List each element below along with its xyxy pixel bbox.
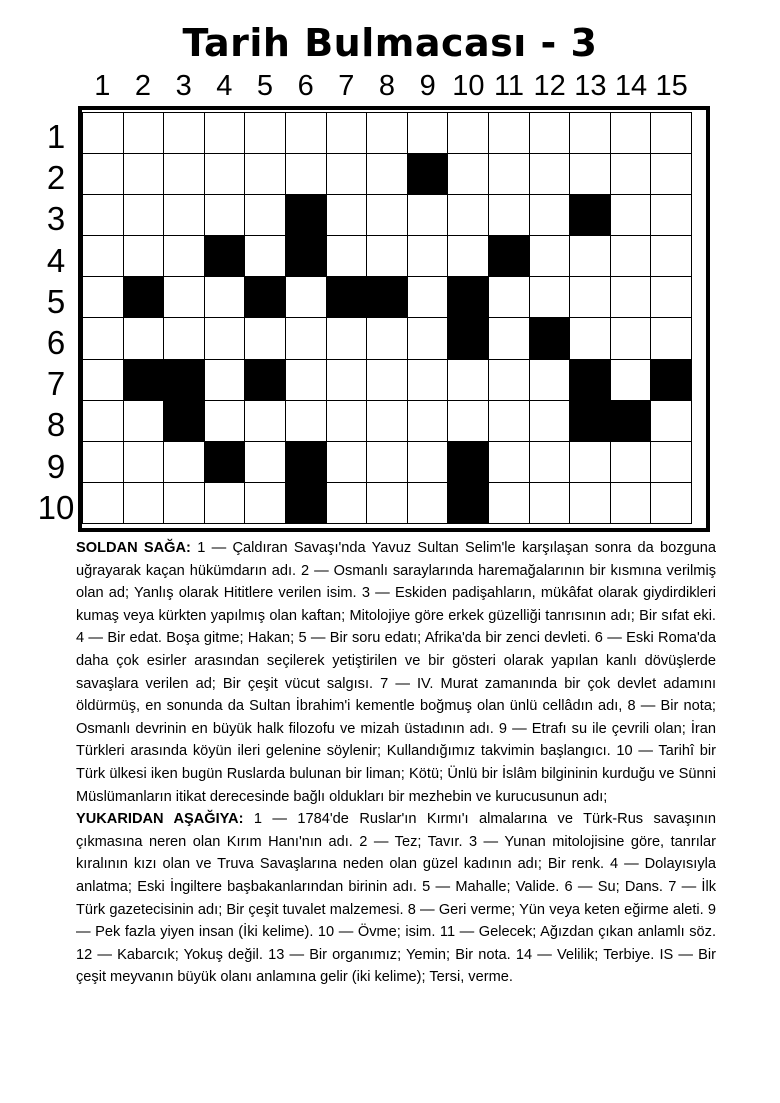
crossword-cell[interactable]	[570, 442, 611, 483]
column-number: 13	[574, 70, 607, 102]
clues-section	[76, 537, 716, 989]
column-number: 6	[297, 70, 314, 102]
row-numbers	[34, 117, 78, 525]
across-text: 1 — Çaldıran Savaşı'nda Yavuz Sultan Selim'le karşılaşan sonra da bozguna uğrayarak kaçan hükümdarın adı. 2 — Osmanlı saraylarında haremağalarının bir kısmına verilmiş olan ad; Yanlış olarak Hititlere verilen isim. 3 — Eskiden padişahların, mükâfat olarak giydirdikleri kumaş veya kürkten yapılmış olan kaftan; Mitolojiye göre erkek güzelliği tanrısının adı; Bir sıfat eki. 4 — Bir edat. Boşa gitme; Hakan; 5 — Bir soru edatı; Afrika'da bir zenci devleti. 6 — Eski Roma'da daha çok esirler arasından seçilerek yetiştirilen ve bir gösteri olarak yapılan kanlı dövüşlerde savaşlara verilen ad; Bir çeşit vücut salgısı. 7 — IV. Murat zamanında bir çok devlet adamını öldürmüş, en sonunda da Sultan İbrahim'i kementle boğmuş olan ünlü cellâdın adı, 8 — Bir nota; Osmanlı devrinin en büyük halk filozofu ve mizah üstadının adı. 9 — Etrafı su ile çevrili olan; İran Türkleri arasında köyün ileri gelenine söylenir; Kullandığımız takvimin başlangıcı. 10 — Tarihî bir Türk ülkesi iken bugün Ruslarda bulunan bir liman; Kötü; Ünlü bir İslâm bilgininin kurduğu ve Sünni Müslümanların itikat derecesinde bağlı oldukları bir mezhebin ve kurucusunun adı;	[76, 540, 716, 805]
crossword-cell[interactable]	[530, 401, 571, 442]
crossword-cell[interactable]	[530, 483, 571, 524]
row-number: 6	[46, 324, 66, 361]
crossword-cell[interactable]	[83, 401, 124, 442]
crossword-cell[interactable]	[83, 113, 124, 154]
crossword-cell[interactable]	[205, 360, 246, 401]
black-cell	[611, 401, 652, 442]
crossword-cell[interactable]	[530, 154, 571, 195]
crossword-cell[interactable]	[408, 277, 449, 318]
black-cell	[327, 277, 368, 318]
crossword-cell[interactable]	[164, 154, 205, 195]
black-cell	[245, 277, 286, 318]
crossword-cell[interactable]	[570, 236, 611, 277]
crossword-cell[interactable]	[164, 277, 205, 318]
crossword-cell[interactable]	[367, 442, 408, 483]
crossword-cell[interactable]	[205, 483, 246, 524]
crossword-cell[interactable]	[83, 154, 124, 195]
crossword-cell[interactable]	[164, 195, 205, 236]
crossword-cell[interactable]	[408, 318, 449, 359]
column-number: 5	[256, 70, 274, 102]
crossword-cell[interactable]	[489, 401, 530, 442]
crossword-cell[interactable]	[448, 236, 489, 277]
crossword-cell[interactable]	[245, 154, 286, 195]
crossword-cell[interactable]	[651, 195, 692, 236]
column-number: 10	[452, 70, 485, 102]
black-cell	[570, 360, 611, 401]
crossword-cell[interactable]	[245, 195, 286, 236]
black-cell	[448, 277, 489, 318]
row-number: 2	[46, 159, 66, 197]
black-cell	[245, 360, 286, 401]
crossword-cell[interactable]	[164, 483, 205, 524]
row-number: 3	[46, 200, 66, 238]
black-cell	[205, 442, 246, 483]
crossword-cell[interactable]	[651, 277, 692, 318]
crossword-cell[interactable]	[367, 154, 408, 195]
column-number: 1	[94, 70, 111, 102]
column-number: 8	[378, 70, 396, 102]
black-cell	[651, 360, 692, 401]
crossword-cell[interactable]	[164, 318, 205, 359]
crossword-cell[interactable]	[651, 483, 692, 524]
crossword-cell[interactable]	[286, 360, 327, 401]
crossword-cell[interactable]	[570, 277, 611, 318]
column-number: 3	[175, 70, 192, 102]
crossword-cell[interactable]	[570, 318, 611, 359]
black-cell	[408, 154, 449, 195]
black-cell	[570, 195, 611, 236]
crossword-cell[interactable]	[286, 318, 327, 359]
crossword-cell[interactable]	[651, 154, 692, 195]
crossword-cell[interactable]	[245, 401, 286, 442]
crossword-cell[interactable]	[530, 113, 571, 154]
crossword-cell[interactable]	[83, 195, 124, 236]
crossword-cell[interactable]	[651, 442, 692, 483]
across-clues	[76, 537, 716, 808]
crossword-cell[interactable]	[530, 360, 571, 401]
black-cell	[286, 236, 327, 277]
column-number: 14	[614, 70, 648, 102]
crossword-cell[interactable]	[205, 113, 246, 154]
crossword-cell[interactable]	[367, 236, 408, 277]
crossword-cell[interactable]	[367, 113, 408, 154]
crossword-cell[interactable]	[489, 277, 530, 318]
column-numbers	[78, 66, 710, 106]
crossword-cell[interactable]	[611, 154, 652, 195]
crossword-cell[interactable]	[448, 195, 489, 236]
crossword-cell[interactable]	[651, 401, 692, 442]
column-number: 4	[216, 70, 233, 102]
crossword-cell[interactable]	[327, 154, 368, 195]
crossword-cell[interactable]	[570, 113, 611, 154]
crossword-cell[interactable]	[83, 360, 124, 401]
crossword-cell[interactable]	[245, 113, 286, 154]
black-cell	[164, 360, 205, 401]
crossword-cell[interactable]	[408, 360, 449, 401]
crossword-cell[interactable]	[367, 360, 408, 401]
black-cell	[489, 236, 530, 277]
crossword-cell[interactable]	[124, 401, 165, 442]
crossword-cell[interactable]	[651, 318, 692, 359]
crossword-cell[interactable]	[611, 113, 652, 154]
crossword-cell[interactable]	[83, 318, 124, 359]
crossword-cell[interactable]	[327, 360, 368, 401]
crossword-cell[interactable]	[205, 401, 246, 442]
crossword-cell[interactable]	[570, 154, 611, 195]
crossword-cell[interactable]	[611, 483, 652, 524]
column-number: 12	[533, 70, 566, 102]
crossword-cell[interactable]	[408, 442, 449, 483]
crossword-cell[interactable]	[367, 195, 408, 236]
crossword-cell[interactable]	[408, 113, 449, 154]
down-clues	[76, 808, 716, 989]
crossword-cell[interactable]	[367, 483, 408, 524]
crossword-cell[interactable]	[83, 442, 124, 483]
row-number: 5	[46, 282, 66, 320]
crossword-cell[interactable]	[611, 277, 652, 318]
crossword-cell[interactable]	[286, 154, 327, 195]
black-cell	[448, 483, 489, 524]
crossword-cell[interactable]	[570, 483, 611, 524]
row-number: 1	[46, 118, 66, 155]
crossword-cell[interactable]	[164, 113, 205, 154]
crossword-cell[interactable]	[448, 154, 489, 195]
crossword-cell[interactable]	[448, 113, 489, 154]
crossword-cell[interactable]	[124, 195, 165, 236]
black-cell	[448, 318, 489, 359]
crossword-cell[interactable]	[651, 236, 692, 277]
crossword-cell[interactable]	[611, 318, 652, 359]
black-cell	[286, 483, 327, 524]
crossword-cell[interactable]	[327, 483, 368, 524]
black-cell	[286, 195, 327, 236]
column-number: 2	[134, 70, 152, 102]
crossword-cell[interactable]	[489, 154, 530, 195]
crossword-cell[interactable]	[245, 236, 286, 277]
crossword-cell[interactable]	[164, 236, 205, 277]
crossword-cell[interactable]	[489, 360, 530, 401]
page-title: Tarih Bulmacası - 3	[182, 21, 598, 65]
crossword-cell[interactable]	[408, 401, 449, 442]
black-cell	[124, 277, 165, 318]
crossword-cell[interactable]	[530, 277, 571, 318]
crossword-cell[interactable]	[205, 154, 246, 195]
crossword-cell[interactable]	[408, 195, 449, 236]
row-number: 10	[37, 488, 75, 526]
crossword-cell[interactable]	[489, 318, 530, 359]
crossword-cell[interactable]	[408, 483, 449, 524]
crossword-cell[interactable]	[164, 442, 205, 483]
down-heading: YUKARIDAN AŞAĞIYA:	[76, 811, 244, 828]
crossword-cell[interactable]	[245, 483, 286, 524]
column-number: 9	[419, 70, 436, 102]
crossword-cell[interactable]	[327, 442, 368, 483]
down-text: 1 — 1784'de Ruslar'ın Kırmı'ı almalarına ve Türk-Rus savaşının çıkmasına neren olan Kırım Hanı'nın adı. 2 — Tez; Tavır. 3 — Yunan mitolojisine göre, tanrılar kıralının kızı olan ve Truva Savaşlarına neden olan güzel kadının adı; Bir renk. 4 — Dolayısıyla anlatma; Eski İngiltere başbakanlarından birinin adı. 5 — Mahalle; Valide. 6 — Su; Dans. 7 — İlk Türk gazetecisinin adı; Bir çeşit tuvalet malzemesi. 8 — Geri verme; Yün veya keten eğirme aleti. 9 — Pek fazla yiyen insan (İki kelime). 10 — Övme; isim. 11 — Gelecek; Ağızdan çıkan anlamlı söz. 12 — Kabarcık; Yokuş değil. 13 — Bir organımız; Yemin; Bir nota. 14 — Velilik; Terbiye. IS — Bir çeşit meyvanın büyük olanı anlamına gelir (iki kelime); Tersi, verme.	[76, 811, 716, 986]
crossword-cell[interactable]	[286, 401, 327, 442]
crossword-cell[interactable]	[124, 113, 165, 154]
crossword-cell[interactable]	[489, 442, 530, 483]
crossword-cell[interactable]	[124, 318, 165, 359]
row-number: 7	[46, 365, 66, 403]
crossword-cell[interactable]	[83, 483, 124, 524]
crossword-cell[interactable]	[286, 277, 327, 318]
row-number: 9	[46, 447, 66, 485]
crossword-cell[interactable]	[530, 236, 571, 277]
crossword-cell[interactable]	[611, 236, 652, 277]
column-number: 15	[655, 70, 688, 102]
black-cell	[570, 401, 611, 442]
row-number: 8	[46, 406, 66, 444]
crossword-cell[interactable]	[530, 195, 571, 236]
black-cell	[164, 401, 205, 442]
crossword-cell[interactable]	[327, 113, 368, 154]
crossword-cell[interactable]	[611, 195, 652, 236]
black-cell	[367, 277, 408, 318]
crossword-cell[interactable]	[448, 401, 489, 442]
row-number: 4	[46, 241, 66, 279]
black-cell	[205, 236, 246, 277]
crossword-cell[interactable]	[530, 442, 571, 483]
crossword-cell[interactable]	[611, 442, 652, 483]
crossword-cell[interactable]	[83, 236, 124, 277]
crossword-cell[interactable]	[327, 195, 368, 236]
crossword-cell[interactable]	[327, 236, 368, 277]
crossword-cell[interactable]	[327, 318, 368, 359]
crossword-cell[interactable]	[367, 401, 408, 442]
crossword-cell[interactable]	[408, 236, 449, 277]
crossword-cell[interactable]	[124, 236, 165, 277]
crossword-cell[interactable]	[124, 154, 165, 195]
crossword-cell[interactable]	[205, 318, 246, 359]
black-cell	[124, 360, 165, 401]
crossword-cell[interactable]	[489, 113, 530, 154]
crossword-cell[interactable]	[367, 318, 408, 359]
crossword-cell[interactable]	[611, 360, 652, 401]
black-cell	[530, 318, 571, 359]
crossword-cell[interactable]	[245, 442, 286, 483]
crossword-cell[interactable]	[124, 483, 165, 524]
crossword-cell[interactable]	[286, 113, 327, 154]
crossword-cell[interactable]	[124, 442, 165, 483]
crossword-cell[interactable]	[489, 483, 530, 524]
across-heading: SOLDAN SAĞA:	[76, 540, 191, 556]
column-number: 7	[338, 70, 355, 102]
black-cell	[286, 442, 327, 483]
crossword-cell[interactable]	[489, 195, 530, 236]
crossword-cell[interactable]	[327, 401, 368, 442]
black-cell	[448, 442, 489, 483]
crossword-grid	[82, 112, 692, 524]
column-number: 11	[493, 70, 525, 102]
crossword-cell[interactable]	[205, 277, 246, 318]
crossword-cell[interactable]	[651, 113, 692, 154]
crossword-cell[interactable]	[83, 277, 124, 318]
crossword-cell[interactable]	[245, 318, 286, 359]
crossword-cell[interactable]	[448, 360, 489, 401]
crossword-cell[interactable]	[205, 195, 246, 236]
